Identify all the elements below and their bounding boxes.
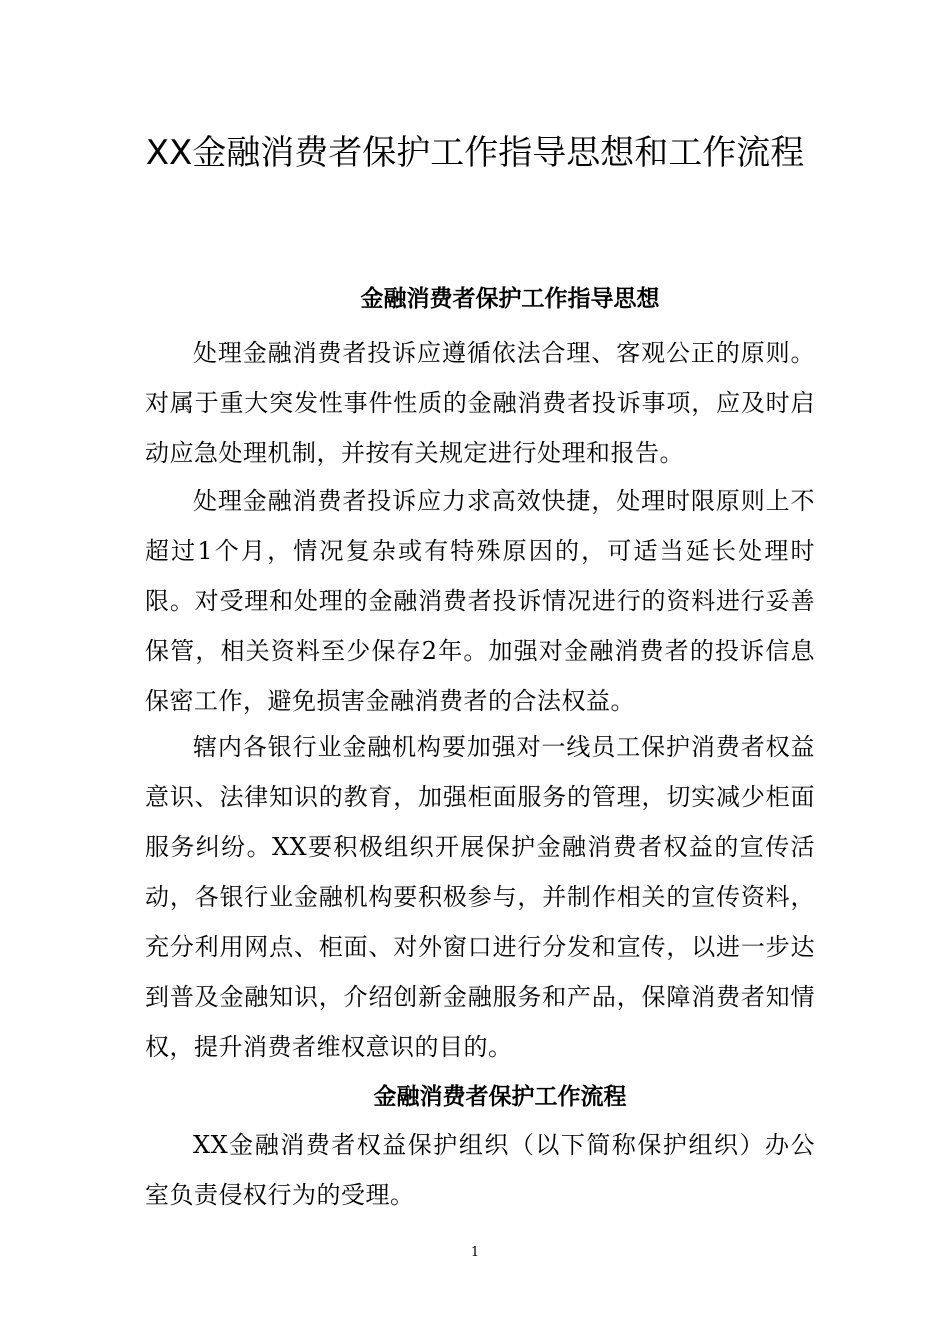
paragraph: 处理金融消费者投诉应力求高效快捷，处理时限原则上不超过1个月，情况复杂或有特殊原因的，可适当延长处理时限。对受理和处理的金融消费者投诉情况进行的资料进行妥善保管，相关资料至少保存2年。加强对金融消费者的投诉信息保密工作，避免损害金融消费者的合法权益。 — [145, 487, 815, 715]
section-heading-workflow: 金融消费者保护工作流程 — [373, 1084, 627, 1110]
paragraph: XX金融消费者权益保护组织（以下简称保护组织）办公室负责侵权行为的受理。 — [145, 1131, 815, 1209]
document-title: XX金融消费者保护工作指导思想和工作流程 — [145, 133, 805, 173]
section-heading-guiding-principles: 金融消费者保护工作指导思想 — [360, 286, 660, 312]
paragraph: 处理金融消费者投诉应遵循依法合理、客观公正的原则。对属于重大突发性事件性质的金融消费者投诉事项，应及时启动应急处理机制，并按有关规定进行处理和报告。 — [145, 339, 815, 467]
paragraph: 辖内各银行业金融机构要加强对一线员工保护消费者权益意识、法律知识的教育，加强柜面服务的管理，切实减少柜面服务纠纷。XX要积极组织开展保护金融消费者权益的宣传活动，各银行业金融机构要积极参与，并制作相关的宣传资料，充分利用网点、柜面、对外窗口进行分发和宣传，以进一步达到普及金融知识，介绍创新金融服务和产品，保障消费者知情权，提升消费者维权意识的目的。 — [145, 733, 815, 1061]
page-number: 1 — [470, 1245, 480, 1260]
